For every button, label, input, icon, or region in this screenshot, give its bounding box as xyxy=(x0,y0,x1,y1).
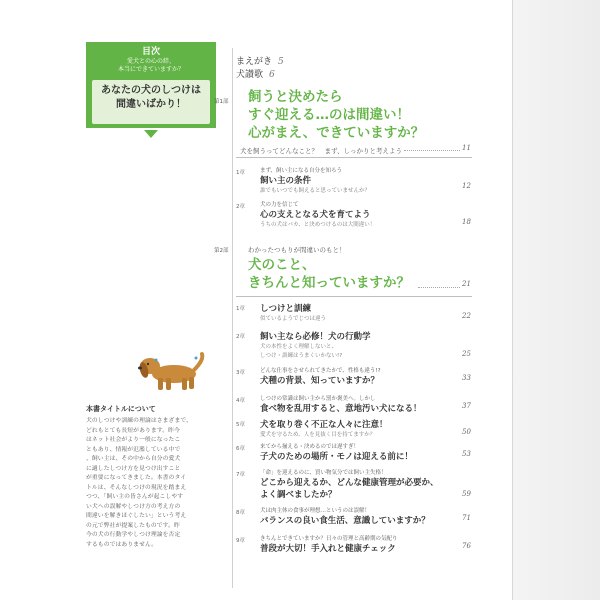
chapter-entry[interactable] xyxy=(236,534,476,558)
part1-title[interactable] xyxy=(248,88,424,142)
chapter-page: 22 xyxy=(462,312,471,320)
chapter-entry[interactable] xyxy=(236,166,476,194)
about-line: するものではありません。 xyxy=(86,541,158,548)
chapter-title: 心の支えとなる犬を育てよう xyxy=(260,210,371,220)
chapter-number: 8章 xyxy=(236,510,245,516)
badge-pointer xyxy=(144,130,158,138)
part1-label: 第1部 xyxy=(214,99,229,105)
chapter-title: 犬種の背景、知っていますか？ xyxy=(260,376,380,386)
chapter-title: 飼い主の条件 xyxy=(260,176,312,186)
toc-badge xyxy=(86,42,216,128)
chapter-entry[interactable] xyxy=(236,328,476,362)
chapter-title: バランスの良い食生活、意識していますか？ xyxy=(260,516,430,526)
chapter-number: 4章 xyxy=(236,398,245,404)
front-item[interactable] xyxy=(236,56,284,69)
page-edge-shadow xyxy=(512,0,600,600)
about-heading: 本書タイトルについて xyxy=(86,405,156,413)
chapter-lead: きちんとできていますか？日々の管理と高齢期の気配り xyxy=(260,536,398,542)
part1-title-line: すぐ迎える…のは間違い！ xyxy=(248,107,410,123)
chapter-number: 1章 xyxy=(236,170,245,176)
leader-dots xyxy=(418,287,460,288)
chapter-title: どこから迎えるか、どんな健康管理が必要か、 xyxy=(260,478,439,488)
section-rule xyxy=(236,296,472,297)
chapter-desc: 誰でもいつでも飼えると思っていませんか？ xyxy=(260,188,371,194)
chapter-lead: 来てから揃える・決めるのでは遅すぎ！ xyxy=(260,444,360,450)
part1-intro: 犬を飼うってどんなこと？ まず、しっかりと考えよう xyxy=(240,147,402,155)
chapter-lead: まず、飼い主になる自分を知ろう xyxy=(260,168,343,174)
chapter-page: 76 xyxy=(462,542,471,550)
part1-title-line: 飼うと決めたら xyxy=(248,89,343,105)
chapter-title: 子犬のための場所・モノは迎える前に！ xyxy=(260,452,413,462)
chapter-title: 犬を取り巻く不正な人々に注意！ xyxy=(260,420,388,430)
chapter-entry[interactable] xyxy=(236,300,476,324)
chapter-entry[interactable] xyxy=(236,200,476,228)
toc-divider-line xyxy=(232,48,233,588)
chapter-number: 6章 xyxy=(236,446,245,452)
part2-label: 第2部 xyxy=(214,248,229,254)
chapter-title: しつけと訓練 xyxy=(260,304,312,314)
chapter-number: 9章 xyxy=(236,538,245,544)
dog-illustration xyxy=(136,350,208,392)
about-line: 間違いを解きほぐしたい」という考え xyxy=(86,513,187,519)
front-item-page: 6 xyxy=(269,70,275,80)
about-text xyxy=(86,417,214,550)
chapter-desc: しつけ・訓練はうまくいかない!? xyxy=(260,353,343,359)
chapter-title: 飼い主なら必修！犬の行動学 xyxy=(260,332,371,342)
chapter-desc: うちの犬はバカ、と決めつけるのは大間違い！ xyxy=(260,222,376,228)
chapter-desc: 犬の本性をよく理解しないと、 xyxy=(260,344,338,350)
chapter-page: 59 xyxy=(462,490,471,498)
chapter-entry[interactable] xyxy=(236,416,476,440)
chapter-page: 37 xyxy=(462,402,471,410)
part1-title-line: 心がまえ、できていますか？ xyxy=(248,125,425,141)
chapter-page: 50 xyxy=(462,428,471,436)
front-item-label: 犬讃歌 xyxy=(236,70,264,80)
front-item-label: まえがき xyxy=(236,57,273,67)
chapter-title: よく調べましたか？ xyxy=(260,490,337,500)
toc-badge-subtitle-line: 愛犬との心の絆、 xyxy=(126,58,175,65)
about-line: 、飼い主は、その中から自分の愛犬 xyxy=(86,456,181,462)
chapter-title: 食べ物を乱用すると、意地汚い犬になる！ xyxy=(260,404,422,414)
about-line: が重要になってきました。本書のタイ xyxy=(86,475,187,481)
part2-title[interactable] xyxy=(248,256,410,292)
about-line: 今の犬の行動学やしつけ理論を否定 xyxy=(86,532,181,538)
about-line: はネット社会がより一般になったこ xyxy=(86,437,181,443)
chapter-lead: しつけの常識は飼い主から罰か褒美へ。しかし xyxy=(260,396,376,402)
front-item-page: 5 xyxy=(278,57,284,67)
about-title-section xyxy=(86,404,214,550)
chapter-page: 53 xyxy=(462,450,471,458)
about-line: つつ、「飼い主の皆さんが起こしやす xyxy=(86,494,184,500)
part2-title-line: きちんと知っていますか？ xyxy=(248,275,410,291)
book-title-line: あなたの犬のしつけは xyxy=(101,85,201,96)
chapter-lead: 犬の力を信じて xyxy=(260,202,299,208)
chapter-page: 12 xyxy=(462,182,471,190)
section-rule xyxy=(236,157,472,158)
book-title-line: 間違いばかり！ xyxy=(116,99,186,110)
chapter-page: 25 xyxy=(462,350,471,358)
part2-title-line: 犬のこと、 xyxy=(248,257,316,273)
chapter-entry[interactable] xyxy=(236,366,476,390)
about-line: どれもとても長短があります。昨今 xyxy=(86,427,180,434)
toc-badge-subtitle xyxy=(86,58,216,74)
leader-dots xyxy=(404,150,460,151)
part1-page: 11 xyxy=(462,144,471,152)
part2-intro: わかったつもりが間違いのもと！ xyxy=(248,246,346,254)
chapter-title: 普段が大切！手入れと健康チェック xyxy=(260,544,396,554)
part2-page: 21 xyxy=(462,280,471,288)
chapter-entry[interactable] xyxy=(236,468,476,502)
chapter-number: 3章 xyxy=(236,370,245,376)
chapter-desc: 愛犬を守るため、人を見抜く目を持てますか？ xyxy=(260,432,376,438)
chapter-page: 18 xyxy=(462,218,471,226)
chapter-entry[interactable] xyxy=(236,506,476,530)
about-line: ともあり、情報が氾濫している中で xyxy=(86,446,181,453)
chapter-desc: 似ているようでじつは違う xyxy=(260,316,327,322)
about-line: トルは、そんなしつけの現況を踏まえ xyxy=(86,484,187,491)
chapter-lead: 犬は肉主体の食事が理想…というのは誤解！ xyxy=(260,508,371,514)
toc-sidebar xyxy=(86,42,216,128)
chapter-number: 5章 xyxy=(236,422,245,428)
about-line: い犬への誤解やしつけ方の考え方の xyxy=(86,503,181,510)
chapter-number: 2章 xyxy=(236,204,245,210)
chapter-page: 33 xyxy=(462,374,471,382)
chapter-number: 7章 xyxy=(236,472,245,478)
front-item[interactable] xyxy=(236,69,284,82)
toc-badge-subtitle-line: 本当にできていますか？ xyxy=(117,66,184,73)
about-line: の元で弊社が提案したものです。昨 xyxy=(86,522,180,529)
chapter-page: 71 xyxy=(462,514,471,522)
chapter-entry[interactable] xyxy=(236,394,476,418)
book-title-box xyxy=(92,80,210,124)
chapter-number: 2章 xyxy=(236,334,245,340)
chapter-lead: どんな仕事をさせられてきたかで、性格も違う!? xyxy=(260,368,381,374)
about-line: 犬のしつけや訓練の理論はさまざまで、 xyxy=(86,418,193,424)
chapter-number: 1章 xyxy=(236,306,245,312)
chapter-lead: 「命」を迎えるのに、買い物気分では飼い主失格！ xyxy=(260,470,387,476)
chapter-entry[interactable] xyxy=(236,442,476,466)
toc-badge-title: 目次 xyxy=(141,47,160,57)
about-line: に適したしつけ方を見つけ出すこと xyxy=(86,465,181,472)
front-matter xyxy=(236,56,284,82)
